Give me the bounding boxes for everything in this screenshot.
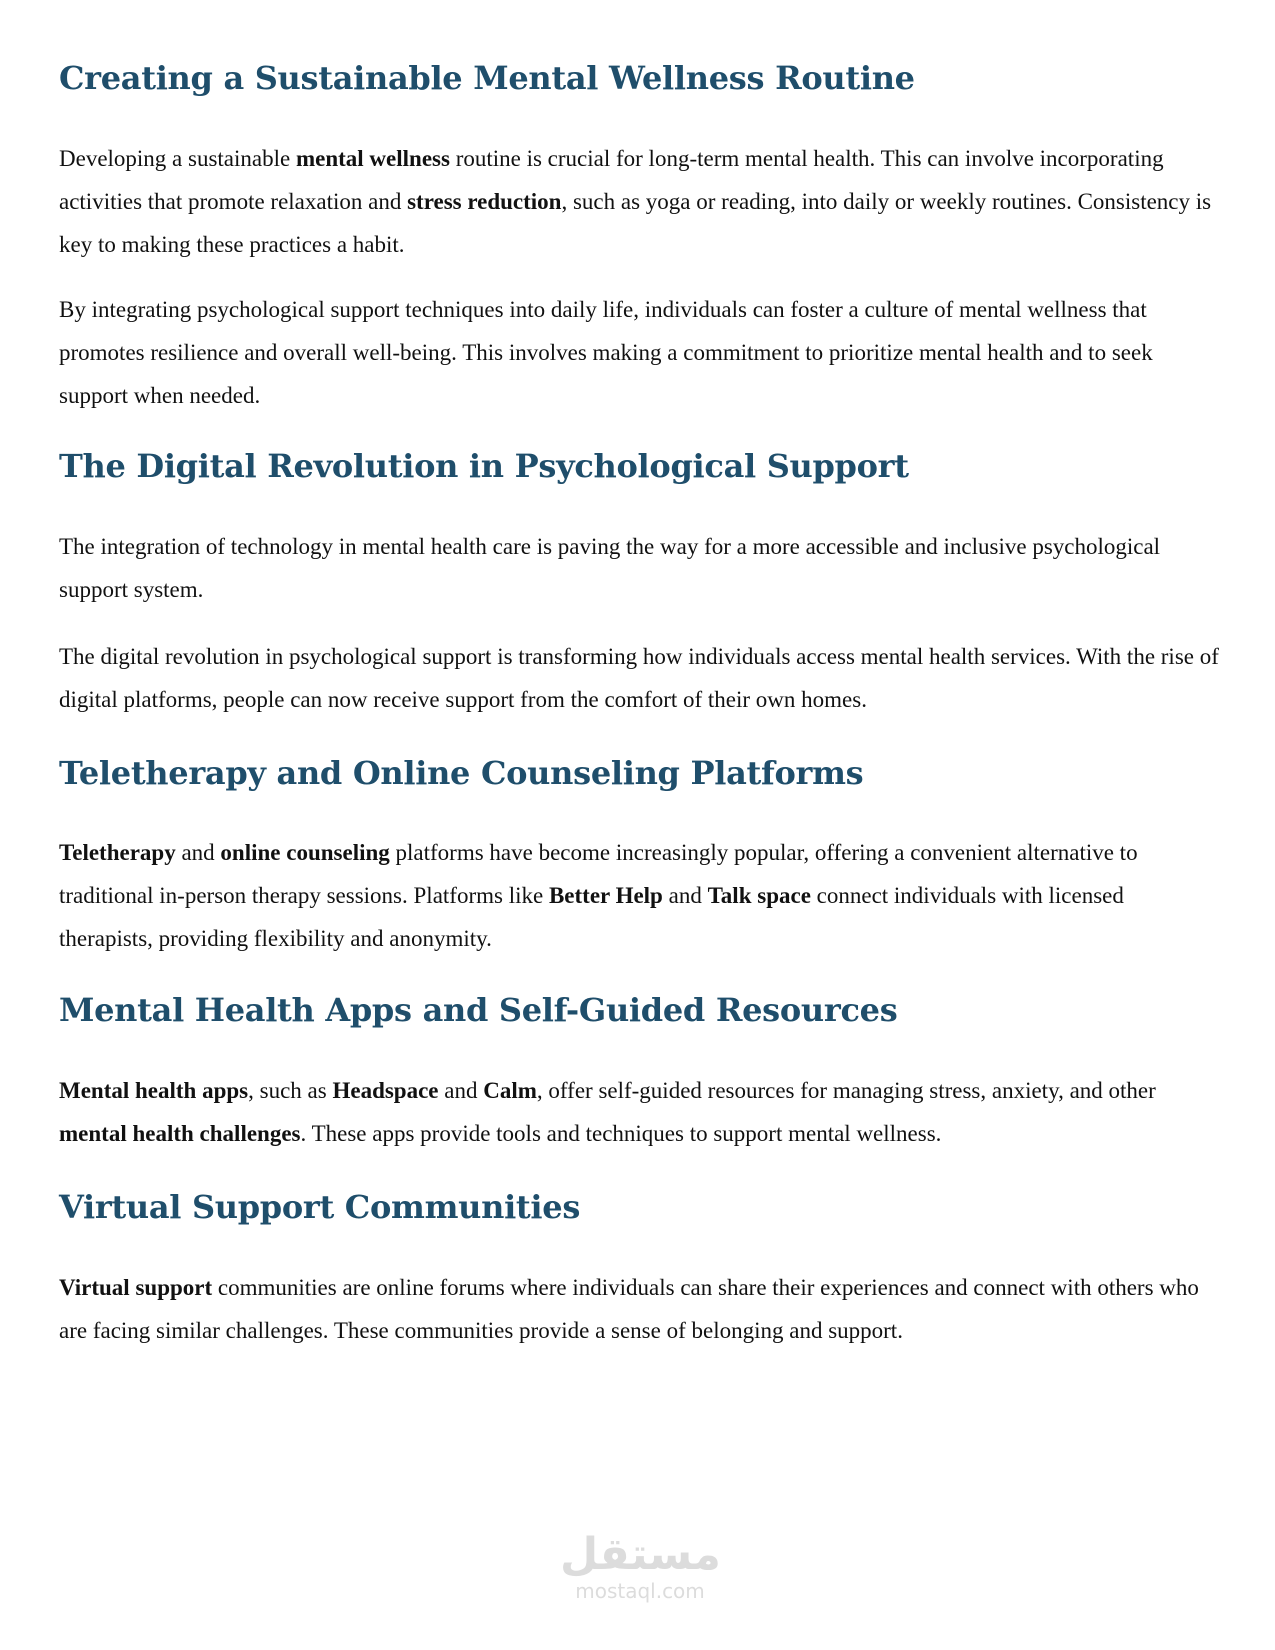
bold-term: Headspace (332, 1078, 439, 1103)
text-run: The digital revolution in psychological support is transforming how individuals access mental health services. With the rise of digital platforms, people can now receive support from the comfort of their own homes. (59, 644, 1219, 712)
bold-term: Teletherapy (59, 840, 176, 865)
bold-term: Calm (483, 1078, 537, 1103)
paragraph (59, 1069, 1219, 1155)
paragraph (59, 831, 1219, 960)
text-run: By integrating psychological support techniques into daily life, individuals can foster a culture of mental wellness that promotes resilience and overall well-being. This involves making a commitment to prioritize mental health and to seek support when needed. (59, 297, 1153, 408)
text-run: and (662, 883, 708, 908)
mostaql-watermark (560, 1530, 720, 1602)
section-heading: The Digital Revolution in Psychological Support (59, 447, 909, 485)
paragraph (59, 288, 1219, 417)
paragraph (59, 1266, 1219, 1352)
text-run: , offer self-guided resources for managing stress, anxiety, and other (536, 1078, 1156, 1103)
bold-term: Talk space (707, 883, 811, 908)
text-run: platforms have become increasingly popular, offering a convenient alternative to traditional in-person therapy sessions. Platforms like (59, 840, 1138, 908)
section-heading: Teletherapy and Online Counseling Platforms (59, 754, 864, 792)
bold-term: Virtual support (59, 1275, 213, 1300)
text-run: routine is crucial for long-term mental health. This can involve incorporating activities that promote relaxation and (59, 146, 1164, 214)
section-heading: Virtual Support Communities (59, 1188, 581, 1226)
text-run: Developing a sustainable (59, 146, 296, 171)
text-run: , such as (248, 1078, 333, 1103)
paragraph (59, 635, 1219, 721)
bold-term: mental health challenges (59, 1121, 301, 1146)
watermark-url: mostaql.com (575, 1579, 705, 1603)
watermark-arabic-logo: مستقل (560, 1529, 721, 1580)
bold-term: stress reduction (407, 189, 562, 214)
text-run: and (438, 1078, 484, 1103)
text-run: , such as yoga or reading, into daily or weekly routines. Consistency is key to making these practices a habit. (59, 189, 1212, 257)
section-heading: Creating a Sustainable Mental Wellness Routine (59, 59, 915, 97)
bold-term: Mental health apps (59, 1078, 249, 1103)
text-run: . These apps provide tools and techniques to support mental wellness. (300, 1121, 942, 1146)
text-run: connect individuals with licensed therapists, providing flexibility and anonymity. (59, 883, 1124, 951)
text-run: The integration of technology in mental health care is paving the way for a more accessible and inclusive psychological support system. (59, 534, 1161, 602)
paragraph (59, 525, 1219, 611)
bold-term: mental wellness (295, 146, 450, 171)
text-run: communities are online forums where individuals can share their experiences and connect with others who are facing similar challenges. These communities provide a sense of belonging and support. (59, 1275, 1199, 1343)
paragraph (59, 137, 1219, 266)
section-heading: Mental Health Apps and Self-Guided Resources (59, 991, 898, 1029)
bold-term: Better Help (548, 883, 663, 908)
text-run: and (175, 840, 221, 865)
bold-term: online counseling (220, 840, 390, 865)
